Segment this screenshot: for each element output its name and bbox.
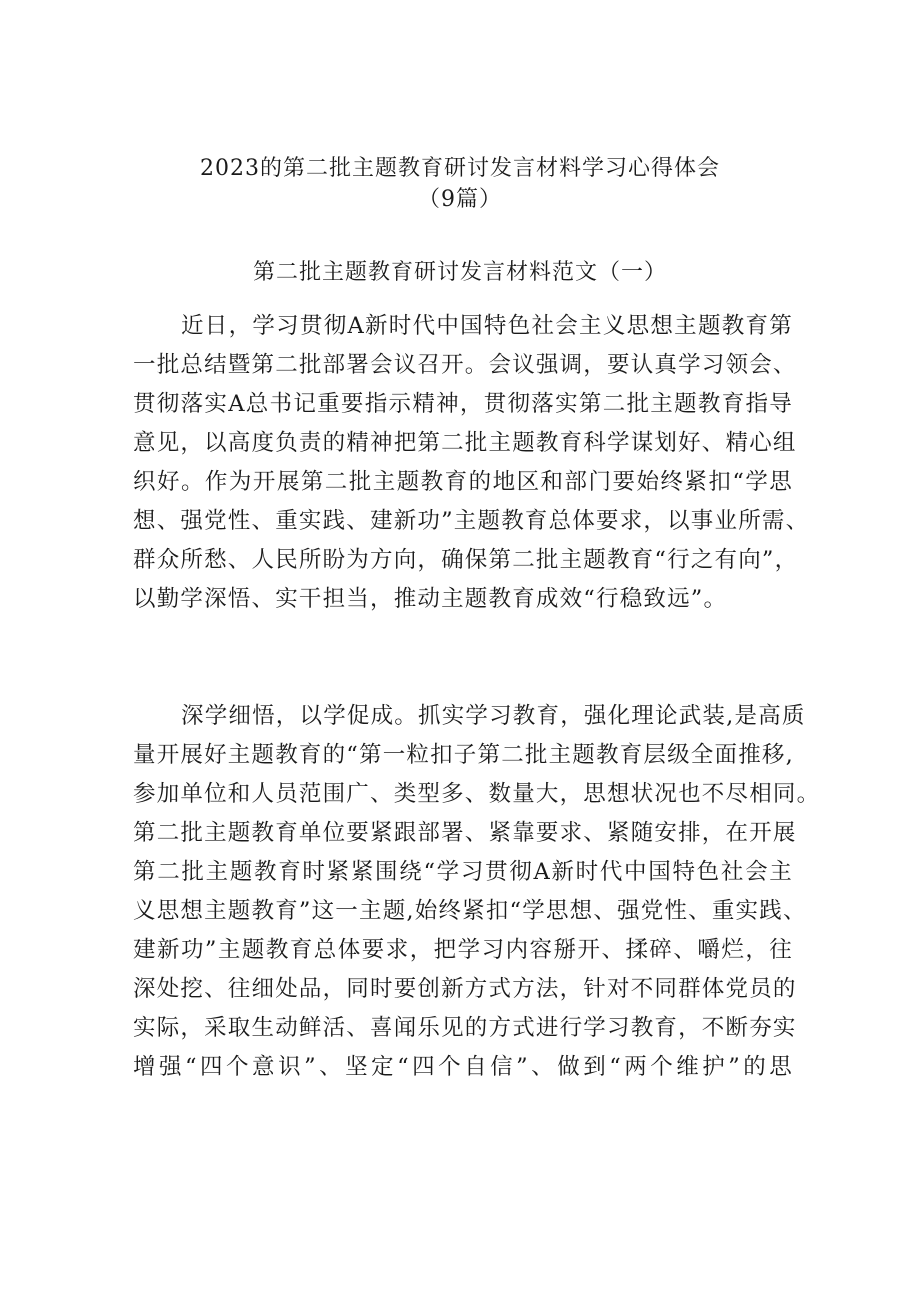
paragraph-line: 第二批主题教育单位要紧跟部署、紧靠要求、紧随安排，在开展 — [133, 820, 797, 846]
paragraph-line: 想、强党性、重实践、建新功”主题教育总体要求，以事业所需、 — [133, 508, 810, 534]
paragraph-line: 建新功”主题教育总体要求，把学习内容掰开、揉碎、嚼烂，往 — [133, 937, 793, 963]
paragraph-line: 近日，学习贯彻A新时代中国特色社会主义思想主题教育第 — [181, 313, 793, 339]
paragraph-line: 参加单位和人员范围广、类型多、数量大，思想状况也不尽相同。 — [133, 781, 821, 807]
paragraph-line: 深学细悟，以学促成。抓实学习教育，强化理论武装,是高质 — [181, 703, 806, 729]
paragraph-line: 意见，以高度负责的精神把第二批主题教育科学谋划好、精心组 — [133, 430, 797, 456]
paragraph-line: 贯彻落实A总书记重要指示精神，贯彻落实第二批主题教育指导 — [133, 391, 793, 417]
paragraph-line: 深处挖、往细处品，同时要创新方式方法，针对不同群体党员的 — [133, 976, 797, 1002]
paragraph-line: 群众所愁、人民所盼为方向，确保第二批主题教育“行之有向”， — [133, 547, 799, 573]
paragraph-line: 义思想主题教育”这一主题,始终紧扣“学思想、强党性、重实践、 — [133, 898, 807, 924]
section-heading: 第二批主题教育研讨发言材料范文（一） — [252, 260, 667, 285]
paragraph-line: 一批总结暨第二批部署会议召开。会议强调，要认真学习领会、 — [133, 352, 797, 378]
paragraph-2 — [133, 697, 821, 1087]
paragraph-line: 织好。作为开展第二批主题教育的地区和部门要始终紧扣“学思 — [133, 469, 793, 495]
document-title-line-1: 2023的第二批主题教育研讨发言材料学习心得体会 — [200, 156, 720, 181]
paragraph-line: 量开展好主题教育的“第一粒扣子第二批主题教育层级全面推移, — [133, 742, 794, 768]
paragraph-line: 以勤学深悟、实干担当，推动主题教育成效“行稳致远”。 — [133, 586, 728, 612]
paragraph-line: 增强“四个意识”、坚定“四个自信”、做到“两个维护”的思 — [133, 1054, 793, 1080]
paragraph-1 — [133, 307, 810, 619]
paragraph-line: 实际，采取生动鲜活、喜闻乐见的方式进行学习教育，不断夯实 — [133, 1015, 797, 1041]
paragraph-line: 第二批主题教育时紧紧围绕“学习贯彻A新时代中国特色社会主 — [133, 859, 793, 885]
document-title-line-2: （9篇） — [418, 187, 502, 212]
